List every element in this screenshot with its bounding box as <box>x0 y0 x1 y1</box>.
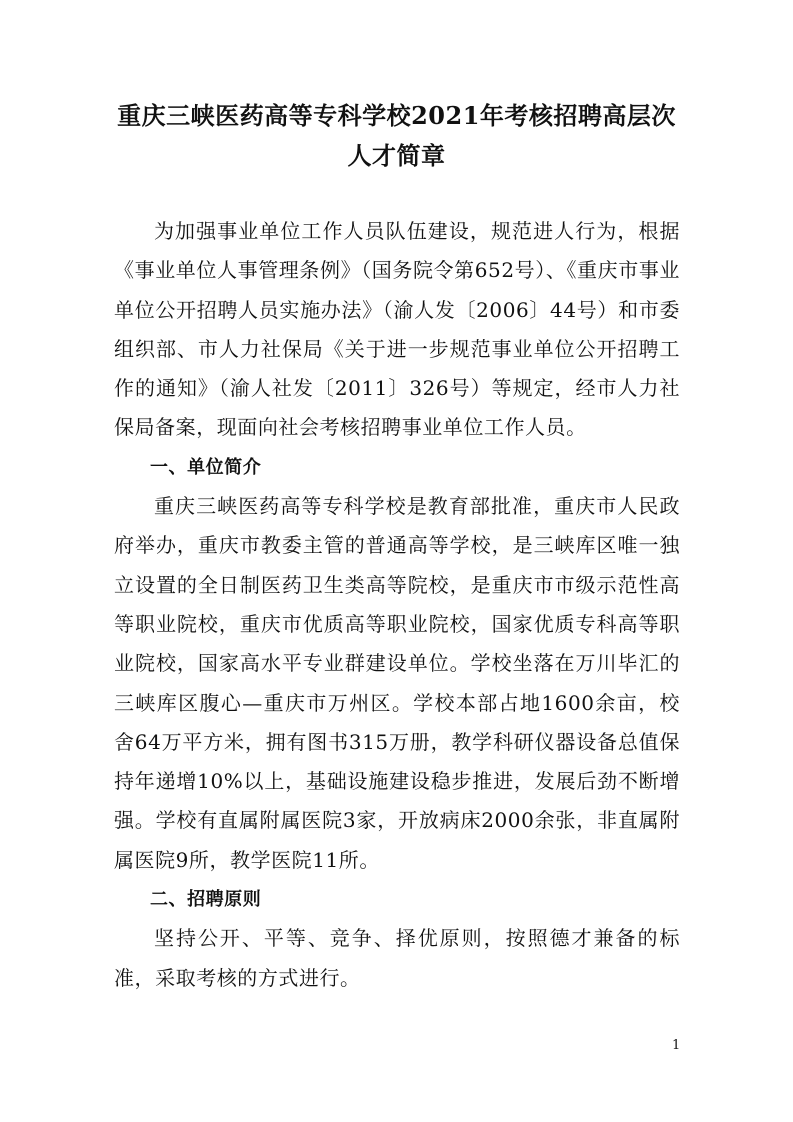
title-line-2: 人才简章 <box>347 141 446 170</box>
section-heading-unit-intro: 一、单位简介 <box>150 456 262 478</box>
section-heading-recruitment-principles: 二、招聘原则 <box>150 889 262 911</box>
recruitment-principles-paragraph: 坚持公开、平等、竞争、择优原则，按照德才兼备的标准，采取考核的方式进行。 <box>114 926 680 990</box>
title-line-1: 重庆三峡医药高等专科学校2021年考核招聘高层次 <box>117 101 676 130</box>
document-title <box>100 96 693 176</box>
page-number: 1 <box>672 1038 681 1053</box>
unit-intro-paragraph: 重庆三峡医药高等专科学校是教育部批准，重庆市人民政府举办，重庆市教委主管的普通高等学校，是三峡库区唯一独立设置的全日制医药卫生类高等院校，是重庆市市级示范性高等职业院校，重庆市优质高等职业院校，国家优质专科高等职业院校，国家高水平专业群建设单位。学校坐落在万川毕汇的三峡库区腹心—重庆市万州区。学校本部占地1600余亩，校舍64万平方米，拥有图书315万册，教学科研仪器设备总值保持年递增10%以上，基础设施建设稳步推进，发展后劲不断增强。学校有直属附属医院3家，开放病床2000余张，非直属附属医院9所，教学医院11所。 <box>114 494 680 872</box>
document-body <box>114 212 680 998</box>
intro-paragraph: 为加强事业单位工作人员队伍建设，规范进人行为，根据《事业单位人事管理条例》（国务院令第652号）、《重庆市事业单位公开招聘人员实施办法》（渝人发〔2006〕44号）和市委组织部、市人力社保局《关于进一步规范事业单位公开招聘工作的通知》（渝人社发〔2011〕326号）等规定，经市人力社保局备案，现面向社会考核招聘事业单位工作人员。 <box>114 219 680 440</box>
